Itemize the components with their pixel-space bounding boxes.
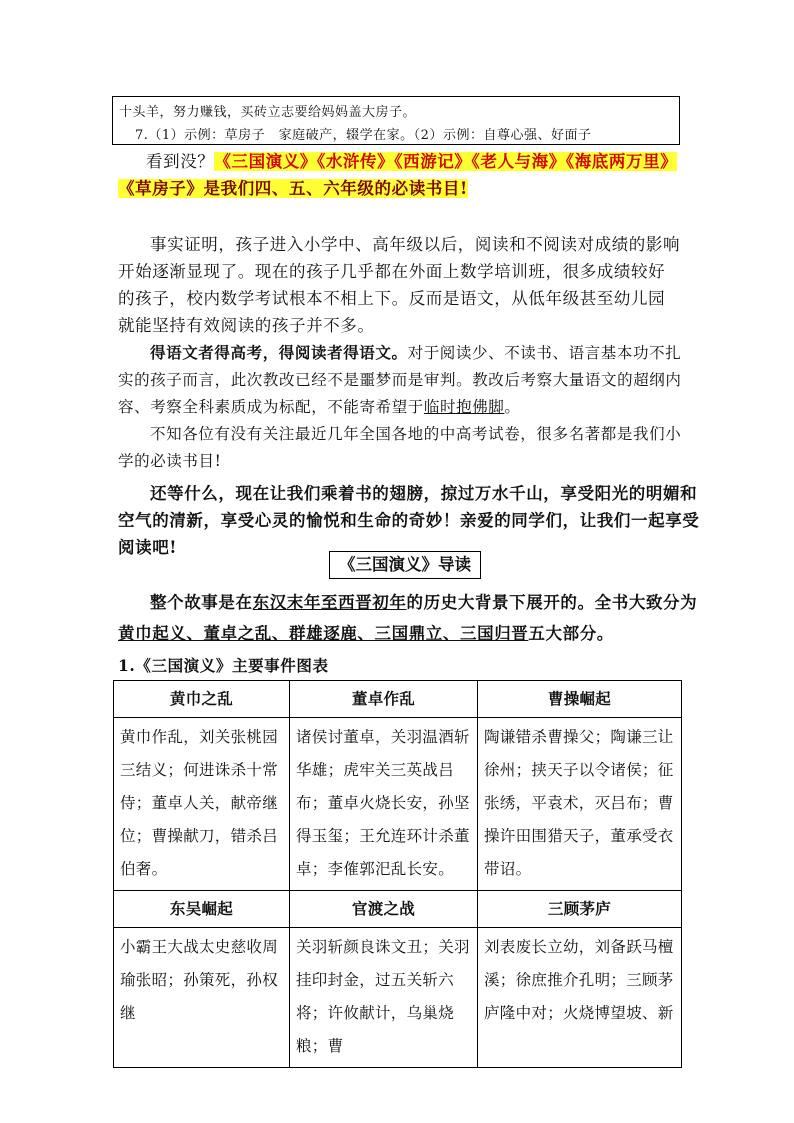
- answer-line-2: 7.（1）示例：草房子 家庭破产，辍学在家。（2）示例：自尊心强、好面子: [135, 128, 592, 143]
- paragraph-4-line-2: 空气的清新，享受心灵的愉悦和生命的奇妙！亲爱的同学们，让我们一起享受: [118, 511, 700, 530]
- paragraph-2-line-2: 实的孩子而言，此次教改已经不是噩梦而是审判。教改后考察大量语文的超纲内: [118, 371, 682, 389]
- paragraph-1-line-3: 的孩子，校内数学考试根本不相上下。反而是语文，从低年级甚至幼儿园: [118, 289, 666, 308]
- book-list-highlight: 《三国演义》《水浒传》《西游记》《老人与海》《海底两万里》: [214, 152, 678, 171]
- paragraph-3-line-1: 不知各位有没有关注最近几年全国各地的中高考试卷，很多名著都是我们小: [150, 425, 682, 443]
- intro-parts-underlined: 黄巾起义、董卓之乱、群雄逐鹿、三国鼎立、三国归晋: [118, 624, 529, 643]
- table-header-cell: 东吴崛起: [114, 891, 290, 928]
- intro-text-b: 的历史大背景下展开的。全书大致分为: [406, 593, 698, 612]
- table-header-cell: 三顾茅庐: [478, 891, 682, 928]
- paragraph-2-line-3: [118, 393, 521, 421]
- table-row: [114, 681, 682, 718]
- paragraph-2-line-3-b: 。: [504, 398, 521, 416]
- section-title: 《三国演义》导读: [329, 551, 481, 579]
- reading-list-line-2: [118, 175, 468, 203]
- table-header-cell: 董卓作乱: [290, 681, 478, 718]
- intro-line-1: [150, 589, 697, 617]
- table-header-cell: 黄巾之乱: [114, 681, 290, 718]
- answer-box: [112, 96, 680, 145]
- paragraph-3-line-2: 学的必读书目!: [118, 452, 222, 470]
- paragraph-1-line-2: 开始逐渐显现了。现在的孩子几乎都在外面上数学培训班，很多成绩较好: [118, 262, 666, 281]
- answer-line-1: 十头羊，努力赚钱，买砖立志要给妈妈盖大房子。: [119, 105, 417, 120]
- paragraph-1-line-4: 就能坚持有效阅读的孩子并不多。: [118, 316, 375, 335]
- paragraph-2-line-1: [150, 339, 681, 367]
- reading-list-prefix: 看到没？: [146, 152, 215, 171]
- table-cell: 刘表废长立幼，刘备跃马檀溪；徐庶推介孔明；三顾茅庐隆中对；火烧博望坡、新: [478, 928, 682, 1068]
- book-list-highlight-2: 《草房子》是我们四、五、六年级的必读书目!: [118, 179, 468, 198]
- paragraph-2-line-3-a: 容、考察全科素质成为标配，不能寄希望于: [118, 398, 424, 416]
- paragraph-2-bold: 得语文者得高考，得阅读者得语文。: [150, 343, 408, 362]
- table-cell: 诸侯讨董卓，关羽温酒斩华雄；虎牢关三英战吕布；董卓火烧长安，孙坚得玉玺；王允连环计杀董卓；李傕郭汜乱长安。: [290, 718, 478, 891]
- intro-text-a: 整个故事是在: [150, 593, 253, 612]
- paragraph-4-line-3: 阅读吧!: [118, 538, 178, 557]
- table-header-cell: 曹操崛起: [478, 681, 682, 718]
- table-row: [114, 891, 682, 928]
- paragraph-2-rest: 对于阅读少、不读书、语言基本功不扎: [407, 344, 682, 362]
- table-row: [114, 718, 682, 891]
- table-cell: 陶谦错杀曹操父；陶谦三让徐州；挟天子以令诸侯；征张绣，平袁术，灭吕布；曹操许田围猎天子，董承受衣带诏。: [478, 718, 682, 891]
- intro-line-2: [118, 620, 614, 648]
- reading-list-line-1: [146, 148, 677, 176]
- table-caption: 1.《三国演义》主要事件图表: [118, 656, 329, 675]
- intro-text-c: 五大部分。: [528, 624, 614, 643]
- idiom-underlined: 临时抱佛脚: [423, 398, 505, 416]
- paragraph-4-line-1: 还等什么，现在让我们乘着书的翅膀，掠过万水千山，享受阳光的明媚和: [150, 484, 698, 503]
- events-table: [113, 680, 682, 1068]
- table-cell: 关羽斩颜良诛文丑；关羽挂印封金，过五关斩六将；许攸献计，乌巢烧粮；曹: [290, 928, 478, 1068]
- table-cell: 小霸王大战太史慈收周瑜张昭；孙策死，孙权继: [114, 928, 290, 1068]
- paragraph-1-line-1: 事实证明，孩子进入小学中、高年级以后，阅读和不阅读对成绩的影响: [150, 235, 681, 254]
- table-header-cell: 官渡之战: [290, 891, 478, 928]
- intro-period-underlined: 东汉末年至西晋初年: [252, 593, 407, 612]
- table-row: [114, 928, 682, 1068]
- table-cell: 黄巾作乱，刘关张桃园三结义；何进诛杀十常侍；董卓人关，献帝继位；曹操献刀，错杀吕伯奢。: [114, 718, 290, 891]
